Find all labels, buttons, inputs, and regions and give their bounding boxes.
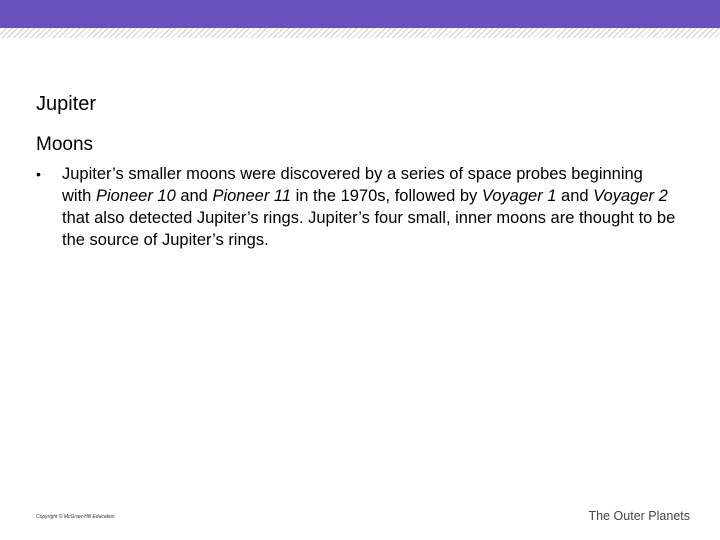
bullet-text-segment: and: [175, 187, 213, 205]
footer-deck-title: The Outer Planets: [588, 509, 690, 523]
bullet-marker: •: [36, 166, 41, 182]
bullet-text-segment: Jupiter’s smaller moons were discovered by a series of space probes beginning with: [62, 165, 643, 205]
slide-subtitle: Moons: [36, 134, 94, 155]
probe-name-voyager-2: Voyager 2: [593, 187, 668, 205]
header-color-bar: [0, 0, 720, 28]
bullet-list: [36, 163, 676, 251]
bullet-text: [62, 163, 676, 251]
header-hatch-band: [0, 28, 720, 38]
bullet-text-segment: in the 1970s, followed by: [291, 187, 482, 205]
probe-name-voyager-1: Voyager 1: [481, 187, 557, 205]
probe-name-pioneer-10: Pioneer 10: [95, 187, 176, 205]
bullet-text-segment: that also detected Jupiter’s rings. Jupiter’s four small, inner moons are thought to be the source of Jupiter’s rings.: [62, 209, 676, 249]
bullet-item: [36, 163, 676, 251]
bullet-text-segment: and: [556, 187, 594, 205]
copyright-notice: Copyright © McGraw-Hill Education: [36, 514, 115, 520]
probe-name-pioneer-11: Pioneer 11: [212, 187, 292, 205]
slide-title: Jupiter: [36, 93, 97, 115]
